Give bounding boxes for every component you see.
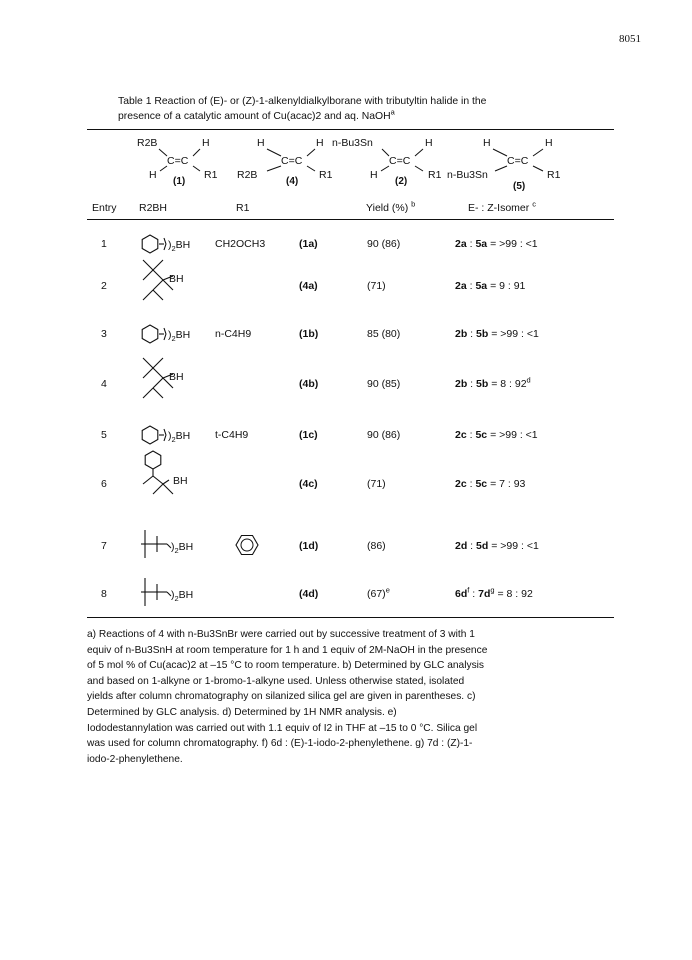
s2-h-bottom: H xyxy=(370,169,378,181)
borane-label: )$_2BH$ xyxy=(168,329,191,343)
table-row xyxy=(87,270,614,310)
borane-compound: (1c) xyxy=(299,429,318,441)
structure-1 xyxy=(137,137,218,187)
caption-line-2: presence of a catalytic amount of Cu(acac)2 and aq. NaOH$^a$ xyxy=(118,107,395,122)
s1-label: (1) xyxy=(173,176,186,187)
footnote-line: equiv of n-Bu3SnH at room temperature for 1 h and 1 equiv of 2M-NaOH in the presence xyxy=(87,644,488,656)
entry-number: 5 xyxy=(101,429,107,441)
cyclohexyl-ring xyxy=(142,235,158,253)
table-top-rule xyxy=(87,129,614,130)
s4-r2b: R2B xyxy=(237,169,258,181)
borane-structure xyxy=(139,356,219,407)
footnote-line: and based on 1-alkyne or 1-bromo-1-alkyne used. Unless otherwise stated, isolated xyxy=(87,675,465,687)
s5-bu3sn: n-Bu3Sn xyxy=(447,169,488,181)
structure-2 xyxy=(332,137,442,187)
isomer-ratio: 2c : 5c = >99 : <1 xyxy=(455,429,538,441)
borane-compound: (4d) xyxy=(299,588,319,600)
s1-h-top: H xyxy=(202,137,210,149)
structure-drawing xyxy=(87,132,614,200)
footnote-line: Determined by GLC analysis. d) Determined by 1H NMR analysis. e) xyxy=(87,706,397,718)
entry-number: 7 xyxy=(101,540,107,552)
table-row xyxy=(87,578,614,618)
entry-number: 1 xyxy=(101,238,107,250)
yield-value: 90 (85) xyxy=(367,378,401,390)
isomer-ratio: 2a : 5a = >99 : <1 xyxy=(455,238,538,250)
borane-structure xyxy=(139,450,219,501)
isomer-ratio: 2b : 5b = >99 : <1 xyxy=(455,328,539,340)
table-caption xyxy=(118,94,588,124)
structure-4 xyxy=(237,137,333,187)
s5-cc: C=C xyxy=(507,155,529,167)
s4-cc: C=C xyxy=(281,155,303,167)
borane-label: )$_2BH$ xyxy=(171,541,194,555)
entry-number: 4 xyxy=(101,378,107,390)
borane-compound: (1b) xyxy=(299,328,319,340)
table-row xyxy=(87,318,614,358)
header-r2bh: R2BH xyxy=(139,202,168,214)
s5-r1: R1 xyxy=(547,169,561,181)
s1-cc: C=C xyxy=(167,155,189,167)
s2-label: (2) xyxy=(395,176,408,187)
s2-bu3sn: n-Bu3Sn xyxy=(332,137,373,149)
s5-h-top-left: H xyxy=(483,137,491,149)
header-entry: Entry xyxy=(92,202,117,214)
borane-label: )$_2BH$ xyxy=(168,239,191,253)
isomer-ratio: 2d : 5d = >99 : <1 xyxy=(455,540,539,552)
entry-number: 6 xyxy=(101,478,107,490)
borane-structure xyxy=(139,526,219,577)
footnote-line: was used for column chromatography. f) 6d : (E)-1-iodo-2-phenylethene. g) 7d : (Z)-1- xyxy=(87,738,473,750)
footnotes xyxy=(87,627,577,767)
cyclohexyl-ring xyxy=(142,325,158,343)
yield-value: 85 (80) xyxy=(367,328,401,340)
footnote-line: yields after column chromatography on silanized silica gel are given in parentheses. c) xyxy=(87,691,476,703)
cyclohexyl-ring xyxy=(145,451,161,469)
borane-label: )$_2BH$ xyxy=(168,430,191,444)
table-row xyxy=(87,368,614,408)
isomer-ratio: $6d^f$ : $7d^g = 8$ : 92 xyxy=(455,585,533,600)
r1-substituent: CH2OCH3 xyxy=(215,238,266,250)
s2-h-top: H xyxy=(425,137,433,149)
phenyl-ring xyxy=(234,532,260,558)
borane-compound: (4b) xyxy=(299,378,319,390)
caption-line-1: Table 1 Reaction of (E)- or (Z)-1-alkenyldialkylborane with tributyltin halide in the xyxy=(118,96,487,107)
borane-compound: (4c) xyxy=(299,478,318,490)
header-yield: Yield (%) $^b$ xyxy=(366,199,416,214)
header-r1: R1 xyxy=(236,202,250,214)
borane-label: BH xyxy=(169,273,184,285)
isomer-ratio: 2c : 5c = 7 : 93 xyxy=(455,478,526,490)
header-rule xyxy=(87,219,614,220)
header-ratio: E- : Z-Isomer $^c$ xyxy=(468,199,536,214)
s1-r1: R1 xyxy=(204,169,218,181)
borane-label: BH xyxy=(169,371,184,383)
borane-label: )$_2BH$ xyxy=(171,589,194,603)
page-number: 8051 xyxy=(619,33,641,45)
r1-substituent: n-C4H9 xyxy=(215,328,252,340)
isomer-ratio: 2b : 5b = 8 : 92$^d$ xyxy=(455,375,531,390)
s1-h-bottom: H xyxy=(149,169,157,181)
table-row xyxy=(87,530,614,570)
borane-compound: (4a) xyxy=(299,280,318,292)
s5-label: (5) xyxy=(513,181,526,192)
footnote-line: Iododestannylation was carried out with 1.1 equiv of I2 in THF at –15 to 0 °C. Silica gel xyxy=(87,722,478,734)
s1-r2b: R2B xyxy=(137,137,158,149)
s4-r1: R1 xyxy=(319,169,333,181)
entry-number: 3 xyxy=(101,328,107,340)
s5-h-top-right: H xyxy=(545,137,553,149)
borane-compound: (1a) xyxy=(299,238,318,250)
borane-compound: (1d) xyxy=(299,540,319,552)
entry-number: 2 xyxy=(101,280,107,292)
yield-value: 90 (86) xyxy=(367,238,401,250)
footnote-line: iodo-2-phenylethene. xyxy=(87,753,183,765)
table-bottom-rule xyxy=(87,617,614,618)
footnote-line: of 5 mol % of Cu(acac)2 at –15 °C to room temperature. b) Determined by GLC analysis xyxy=(87,660,485,672)
borane-label: BH xyxy=(173,475,188,487)
cyclohexyl-ring xyxy=(142,426,158,444)
s2-cc: C=C xyxy=(389,155,411,167)
entry-number: 8 xyxy=(101,588,107,600)
scheme-structures xyxy=(87,132,614,200)
yield-value: 90 (86) xyxy=(367,429,401,441)
yield-value: (71) xyxy=(367,478,386,490)
borane-structure xyxy=(139,258,219,309)
r1-substituent: t-C4H9 xyxy=(215,429,249,441)
yield-value: (86) xyxy=(367,540,386,552)
s2-r1: R1 xyxy=(428,169,442,181)
footnote-line: a) Reactions of 4 with n-Bu3SnBr were carried out by successive treatment of 3 with 1 xyxy=(87,629,475,640)
table-row xyxy=(87,468,614,508)
yield-value: $(67)^e$ xyxy=(367,585,390,600)
yield-value: (71) xyxy=(367,280,386,292)
s4-label: (4) xyxy=(286,176,299,187)
structure-5 xyxy=(447,137,561,192)
isomer-ratio: 2a : 5a = 9 : 91 xyxy=(455,280,526,292)
s4-h-top-right: H xyxy=(316,137,324,149)
s4-h-top-left: H xyxy=(257,137,265,149)
